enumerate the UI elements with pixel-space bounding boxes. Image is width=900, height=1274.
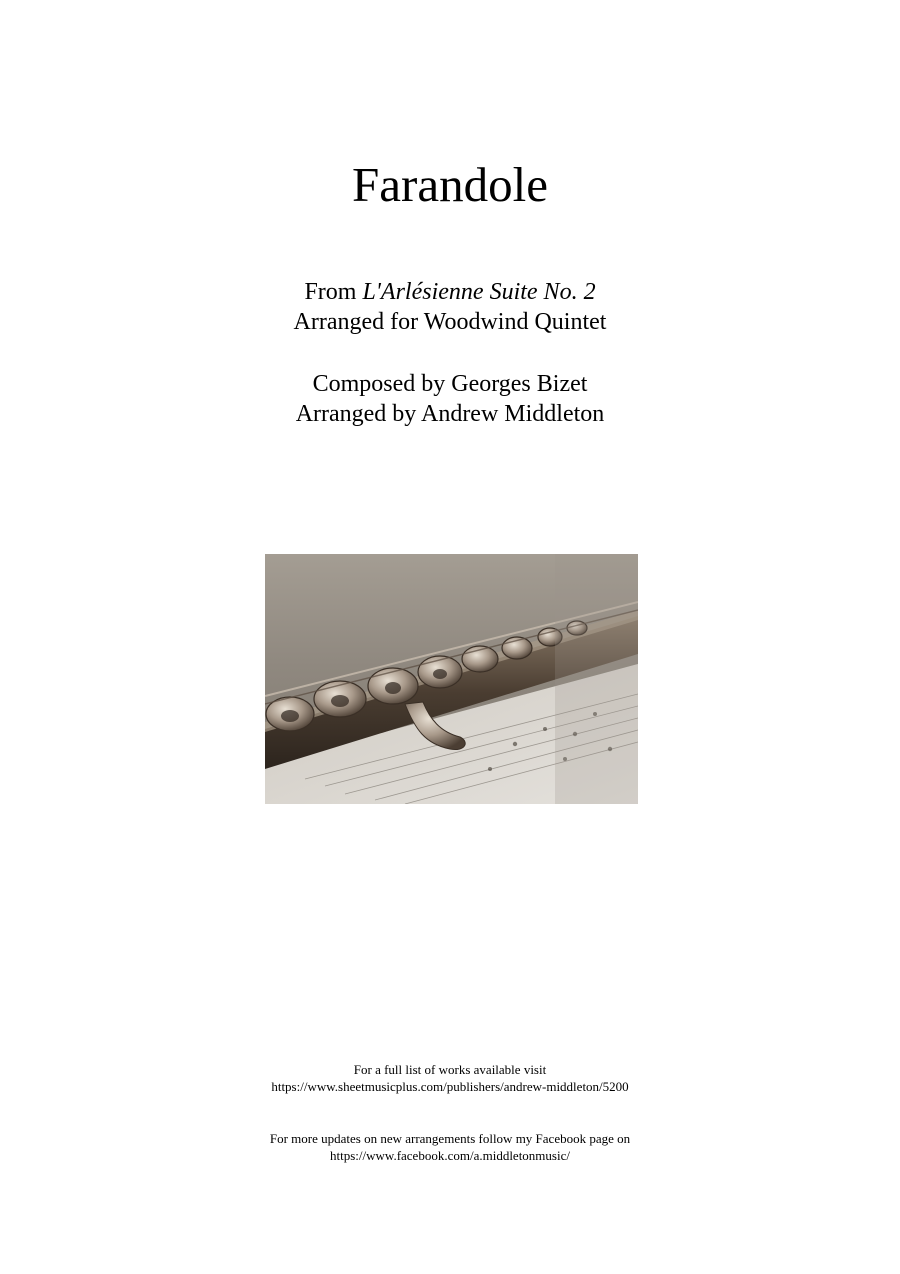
page-title: Farandole [352, 157, 548, 212]
facebook-text: For more updates on new arrangements follow my Facebook page on [269, 1131, 631, 1146]
cover-photo [265, 554, 638, 804]
subtitle-block [0, 277, 900, 337]
arranged-for-line: Arranged for Woodwind Quintet [293, 309, 607, 335]
work-line [0, 277, 900, 307]
composer-line: Composed by Georges Bizet [312, 371, 588, 397]
works-link[interactable]: https://www.sheetmusicplus.com/publishers/andrew-middleton/5200 [271, 1079, 629, 1094]
credits-block [0, 369, 900, 429]
work-title: L'Arlésienne Suite No. 2 [362, 279, 596, 305]
from-prefix: From [304, 279, 363, 305]
facebook-footer [0, 1130, 900, 1164]
flute-photo-graphic [265, 554, 638, 804]
facebook-link[interactable]: https://www.facebook.com/a.middletonmusic/ [330, 1148, 570, 1163]
arranger-line: Arranged by Andrew Middleton [295, 401, 605, 427]
works-text: For a full list of works available visit [353, 1062, 547, 1077]
works-footer [0, 1061, 900, 1095]
